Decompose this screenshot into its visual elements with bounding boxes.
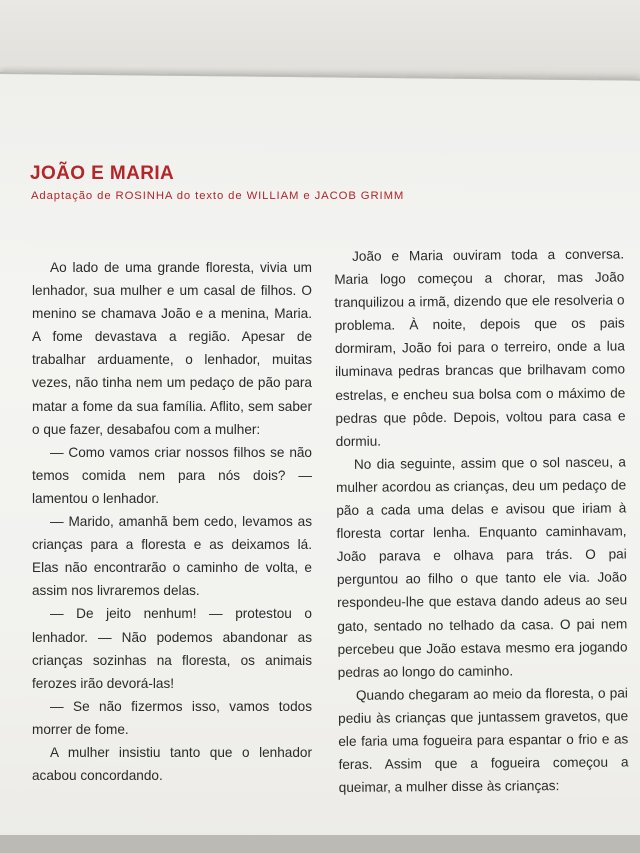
paragraph: — Como vamos criar nossos filhos se não temos comida nem para nós dois? — lamentou o lenhador.: [32, 444, 312, 506]
paragraph: João e Maria ouviram toda a conversa. Maria logo começou a chorar, mas João tranquilizou a irmã, dizendo que ele resolveria o problema. À noite, depois que os pais dormiram, João foi para o terreiro, onde a lua iluminava pedras brancas que brilhavam como estrelas, e encheu sua bolsa com o máximo de pedras que pôde. Depois, voltou para casa e dormiu.: [334, 246, 626, 449]
paragraph: — Marido, amanhã bem cedo, levamos as crianças para a floresta e as deixamos lá. Elas não encontrarão o caminho de volta, e assim nos livraremos delas.: [32, 514, 312, 599]
right-text-column: [334, 242, 629, 799]
page-bottom-edge: [0, 835, 640, 853]
story-title: JOÃO E MARIA: [30, 163, 175, 184]
left-text-column: [32, 256, 312, 787]
paragraph: — De jeito nenhum! — protestou o lenhador. — Não podemos abandonar as crianças sozinhas na floresta, os animais ferozes irão devorá-las!: [32, 606, 312, 691]
paragraph: No dia seguinte, assim que o sol nasceu, a mulher acordou as crianças, deu um pedaço de pão a cada uma delas e avisou que iriam à floresta cortar lenha. Enquanto caminhavam, João parava e olhava para trás. O pai perguntou ao filho o que tanto ele via. João respondeu-lhe que estava dando adeus ao seu gato, sentado no telhado da casa. O pai nem percebeu que João estava mesmo era jogando pedras ao longo do caminho.: [336, 454, 628, 680]
paragraph: — Se não fizermos isso, vamos todos morrer de fome.: [32, 698, 312, 737]
paragraph: Quando chegaram ao meio da floresta, o pai pediu às crianças que juntassem gravetos, que ele faria uma fogueira para espantar o frio e as feras. Assim que a fogueira começou a queimar, a mulher disse às crianças:: [338, 685, 629, 796]
paragraph: A mulher insistiu tanto que o lenhador acabou concordando.: [32, 744, 312, 784]
paragraph: Ao lado de uma grande floresta, vivia um lenhador, sua mulher e um casal de filhos. O menino se chamava João e a menina, Maria. A fome devastava a região. Apesar de trabalhar arduamente, o lenhador, muitas vezes, não tinha nem um pedaço de pão para matar a fome da sua família. Aflito, sem saber o que fazer, desabafou com a mulher:: [32, 260, 312, 437]
story-subtitle: Adaptação de ROSINHA do texto de WILLIAM e JACOB GRIMM: [31, 190, 405, 202]
